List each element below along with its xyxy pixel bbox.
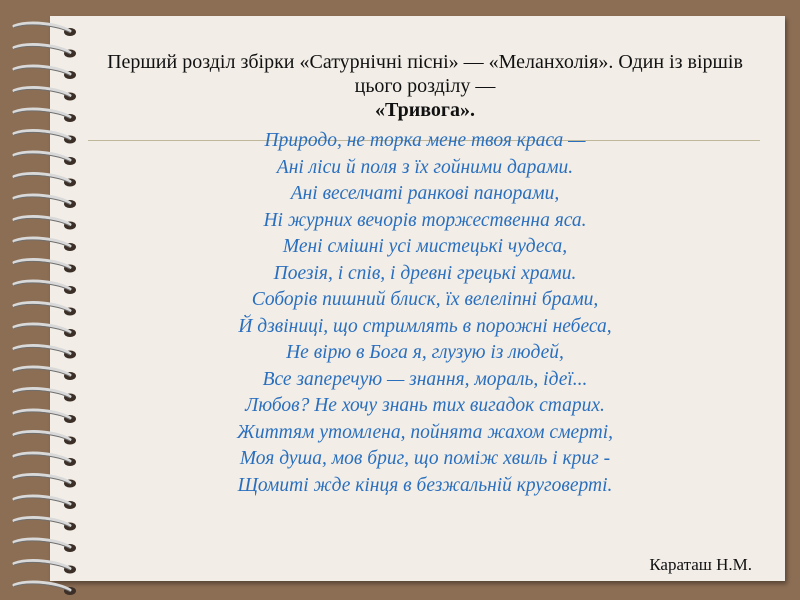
binding-ring (14, 45, 70, 53)
binding-ring (14, 389, 70, 397)
binding-ring (14, 131, 70, 139)
spiral-binding (0, 0, 100, 600)
binding-ring (14, 217, 70, 225)
binding-ring (14, 238, 70, 246)
intro-text (100, 50, 750, 122)
binding-ring (14, 367, 70, 375)
binding-ring (14, 152, 70, 160)
binding-ring (14, 518, 70, 526)
intro-line: Перший розділ збірки «Сатурнічні пісні» — «Меланхолія». Один із віршів цього розділу — (107, 51, 743, 97)
binding-ring (14, 281, 70, 289)
poem-line: Любов? Не хочу знань тих вигадок старих. (245, 395, 605, 416)
binding-ring (14, 539, 70, 547)
poem-line: Ні журних вечорів торжественна яса. (263, 209, 587, 231)
poem-line: Соборів пишний блиск, їх велелiпні брами, (251, 289, 599, 310)
binding-ring (14, 432, 70, 440)
binding-ring (14, 303, 70, 311)
binding-ring (14, 496, 70, 504)
binding-ring (14, 561, 70, 569)
binding-ring (14, 582, 70, 590)
binding-ring (14, 66, 70, 74)
poem-line: Природо, не торка мене твоя краса — (264, 130, 586, 151)
binding-ring (14, 324, 70, 332)
binding-ring (14, 23, 70, 31)
poem-line: Не вірю в Бога я, глузую із людей, (286, 342, 564, 363)
poem-line: Мені смішні усі мистецькі чудеса, (282, 236, 568, 257)
poem-line: Й дзвіниці, що стримлять в порожні небеса, (238, 315, 612, 337)
binding-ring (14, 109, 70, 117)
poem-line: Поезія, і спів, і древні грецькі храми. (273, 262, 577, 284)
binding-ring (14, 195, 70, 203)
poem-line: Ані ліси й поля з їх гойними дарами. (276, 156, 574, 178)
poem-body (100, 128, 750, 499)
poem-line: Все заперечую — знання, мораль, ідеї... (262, 368, 588, 390)
poem-line: Моя душа, мов бриг, що поміж хвиль і криг - (239, 448, 611, 469)
poem-line: Ані веселчаті ранкові панорами, (290, 183, 560, 204)
binding-ring (14, 346, 70, 354)
binding-ring (14, 410, 70, 418)
poem-line: Щомиті жде кінця в безжальній круговерті. (237, 474, 613, 496)
author-name: Караташ Н.М. (649, 555, 752, 574)
binding-ring (14, 453, 70, 461)
poem-title: «Тривога». (375, 99, 475, 121)
binding-ring (14, 88, 70, 96)
poem-line: Життям утомлена, пойнята жахом смерті, (236, 421, 614, 443)
binding-ring (14, 174, 70, 182)
binding-ring (14, 475, 70, 483)
binding-ring (14, 260, 70, 268)
